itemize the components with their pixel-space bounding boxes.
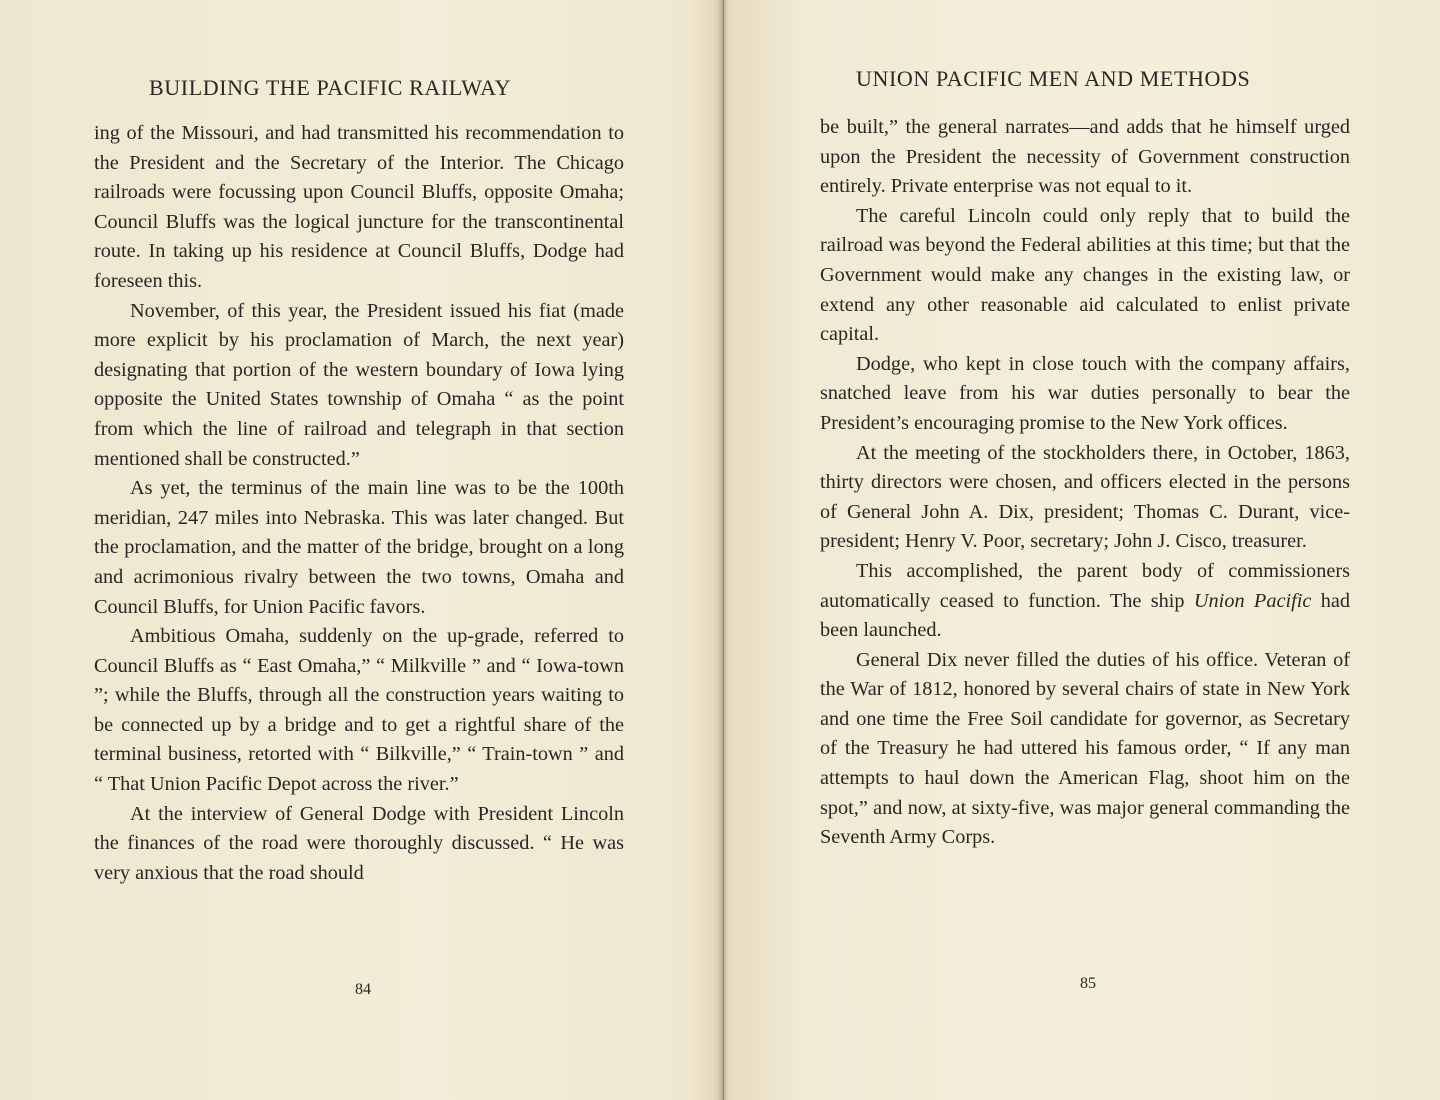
right-page: [728, 0, 1440, 1100]
paragraph: At the interview of General Dodge with President Lincoln the finances of the road were thoroughly discussed. “ He was very anxious that the road should: [94, 802, 624, 884]
book-gutter: [718, 0, 728, 1100]
running-head: UNION PACIFIC MEN AND METHODS: [856, 66, 1251, 91]
paragraph: Ambitious Omaha, suddenly on the up-grade, referred to Council Bluffs as “ East Omaha,” “ Milkville ” and “ Iowa-town ”; while the Bluffs, through all the construction years waiting to be connected up by a bridge and to get a rightful share of the terminal business, retorted with “ Bilkville,” “ Train-town ” and “ That Union Pacific Depot across the river.”: [94, 625, 624, 796]
ship-name: Union Pacific: [1193, 589, 1312, 612]
paragraph: General Dix never filled the duties of his office. Veteran of the War of 1812, honored by several chairs of state in New York and one time the Free Soil candidate for governor, as Secretary of the Treasury he had uttered his famous order, “ If any man attempts to haul down the American Flag, shoot him on the spot,” and now, at sixty-five, was major general commanding the Seventh Army Corps.: [820, 648, 1350, 849]
page-body: [820, 113, 1350, 853]
running-head: BUILDING THE PACIFIC RAILWAY: [149, 75, 512, 100]
paragraph: be built,” the general narrates—and adds that he himself urged upon the President the necessity of Government construction entirely. Private enterprise was not equal to it.: [820, 116, 1350, 198]
paragraph-text: This accomplished, the parent body of commissioners automatically ceased to function. The ship: [820, 559, 1350, 612]
paragraph: November, of this year, the President issued his fiat (made more explicit by his proclamation of March, the next year) designating that portion of the western boundary of Iowa lying opposite the United States township of Omaha “ as the point from which the line of railroad and telegraph in that section mentioned shall be constructed.”: [94, 299, 624, 470]
paragraph: At the meeting of the stockholders there, in October, 1863, thirty directors were chosen, and officers elected in the persons of General John A. Dix, president; Thomas C. Durant, vice-president; Henry V. Poor, secretary; John J. Cisco, treasurer.: [820, 441, 1350, 553]
paragraph-text: had been launched.: [820, 589, 1350, 642]
left-page: [0, 0, 718, 1100]
paragraph: As yet, the terminus of the main line was to be the 100th meridian, 247 miles into Nebraska. This was later changed. But the proclamation, and the matter of the bridge, brought on a long and acrimonious rivalry between the two towns, Omaha and Council Bluffs, for Union Pacific favors.: [94, 477, 624, 618]
page-number: 85: [1080, 975, 1096, 992]
paragraph: [820, 557, 1350, 646]
paragraph: The careful Lincoln could only reply that to build the railroad was beyond the Federal abilities at this time; but that the Government would make any changes in the existing law, or extend any other reasonable aid calculated to enlist private capital.: [820, 204, 1350, 346]
page-body: [94, 119, 624, 888]
paragraph: Dodge, who kept in close touch with the company affairs, snatched leave from his war duties personally to bear the President’s encouraging promise to the New York offices.: [820, 352, 1350, 434]
page-number: 84: [355, 981, 371, 998]
paragraph: ing of the Missouri, and had transmitted his recommendation to the President and the Secretary of the Interior. The Chicago railroads were focussing upon Council Bluffs, opposite Omaha; Council Bluffs was the logical juncture for the transcontinental route. In taking up his residence at Council Bluffs, Dodge had foreseen this.: [94, 122, 624, 292]
